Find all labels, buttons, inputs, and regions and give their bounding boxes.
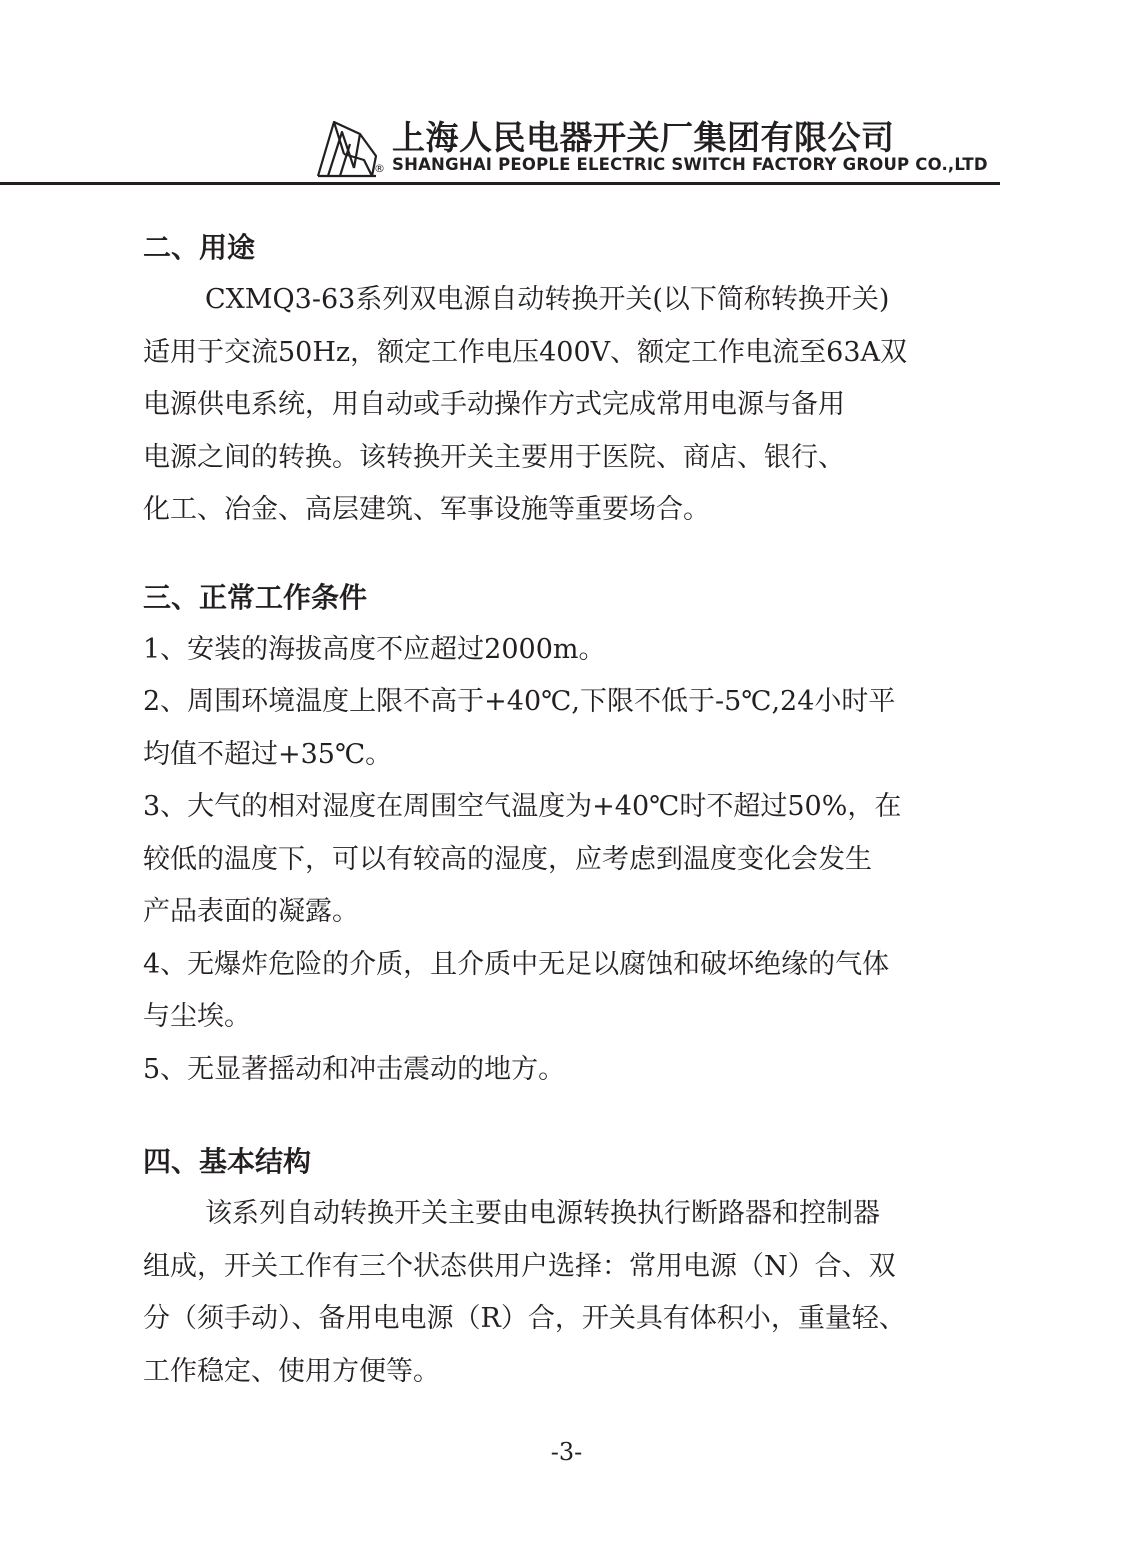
paragraph-line: 电源供电系统，用自动或手动操作方式完成常用电源与备用	[143, 389, 845, 420]
condition-line: 4、无爆炸危险的介质，且介质中无足以腐蚀和破坏绝缘的气体	[143, 948, 890, 980]
condition-line: 3、大气的相对湿度在周围空气温度为+40℃时不超过50%，在	[143, 791, 902, 822]
section-usage	[143, 222, 1013, 537]
section-heading-usage: 二、用途	[143, 231, 256, 264]
paragraph-line: 该系列自动转换开关主要由电源转换执行断路器和控制器	[205, 1198, 880, 1229]
paragraph-line: 工作稳定、使用方便等。	[143, 1355, 440, 1387]
paragraph-line: CXMQ3-63系列双电源自动转换开关(以下简称转换开关)	[205, 284, 890, 315]
paragraph-line: 化工、冶金、高层建筑、军事设施等重要场合。	[143, 494, 710, 525]
condition-line: 1、安装的海拔高度不应超过2000m。	[143, 633, 606, 665]
section-structure	[143, 1136, 1013, 1398]
page-content	[143, 222, 1013, 1398]
paragraph-line: 分（须手动）、备用电电源（R）合，开关具有体积小，重量轻、	[143, 1303, 906, 1334]
condition-line: 与尘埃。	[143, 1001, 251, 1032]
condition-line: 5、无显著摇动和冲击震动的地方。	[143, 1053, 566, 1085]
section-heading-conditions: 三、正常工作条件	[143, 580, 368, 614]
company-name-chinese: 上海人民电器开关厂集团有限公司	[392, 118, 895, 157]
paragraph-line: 电源之间的转换。该转换开关主要用于医院、商店、银行、	[143, 441, 845, 473]
page-number: -3-	[550, 1438, 583, 1466]
section-spacer	[143, 537, 1013, 572]
paragraph-line: 适用于交流50Hz，额定工作电压400V、额定工作电流至63A双	[143, 336, 908, 368]
condition-line: 产品表面的凝露。	[143, 896, 359, 927]
condition-line: 均值不超过+35℃。	[143, 738, 393, 770]
page-header	[0, 100, 1133, 190]
section-conditions	[143, 572, 1013, 1097]
condition-line: 较低的温度下，可以有较高的湿度，应考虑到温度变化会发生	[143, 843, 872, 875]
section-spacer	[143, 1096, 1013, 1136]
paragraph-line: 组成，开关工作有三个状态供用户选择：常用电源（N）合、双	[143, 1250, 896, 1282]
registered-mark: ®	[374, 162, 385, 175]
header-divider	[0, 182, 1000, 185]
condition-line: 2、周围环境温度上限不高于+40℃,下限不低于-5℃,24小时平	[143, 686, 896, 717]
company-name-english: SHANGHAI PEOPLE ELECTRIC SWITCH FACTORY GROUP CO.,LTD	[392, 155, 988, 174]
section-heading-structure: 四、基本结构	[143, 1145, 312, 1178]
